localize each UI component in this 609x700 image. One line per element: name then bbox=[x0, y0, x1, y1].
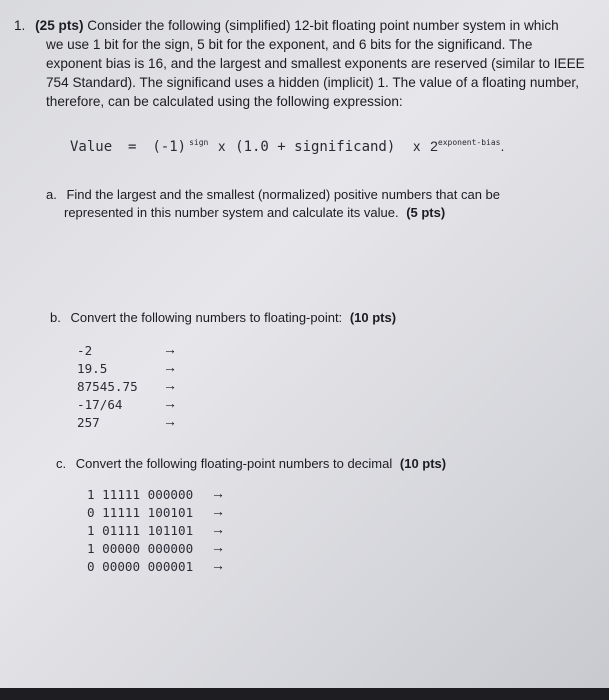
part-b-arrow-icon: → bbox=[163, 413, 177, 429]
part-a-letter: a. bbox=[46, 187, 57, 202]
part-c-item-4: 1 00000 000000 bbox=[87, 541, 194, 556]
part-b-item-2: 19.5 bbox=[77, 361, 108, 376]
part-b-arrow-icon: → bbox=[163, 341, 177, 357]
part-c-arrow-icon: → bbox=[211, 521, 225, 537]
part-a-points: (5 pts) bbox=[406, 205, 446, 220]
formula-value-label: Value bbox=[70, 139, 113, 155]
question-line-3: exponent bias is 16, and the largest and smallest exponents are reserved (similar to IEEE bbox=[46, 56, 585, 71]
screen-bottom-edge bbox=[0, 688, 609, 700]
part-b-heading bbox=[50, 309, 396, 327]
part-b-item-5: 257 bbox=[77, 415, 100, 430]
question-number: 1. bbox=[14, 18, 26, 33]
part-c-letter: c. bbox=[56, 456, 67, 471]
part-b-points: (10 pts) bbox=[349, 310, 397, 325]
formula-times-1: x bbox=[218, 138, 226, 154]
part-b-text: Convert the following numbers to floating-point: bbox=[70, 310, 343, 325]
question-line-5: therefore, can be calculated using the following expression: bbox=[46, 94, 403, 109]
part-c-points: (10 pts) bbox=[399, 456, 447, 471]
question-text-1: Consider the following (simplified) 12-bit floating point number system in which bbox=[83, 18, 559, 33]
value-formula bbox=[70, 138, 504, 155]
question-line-4: 754 Standard). The significand uses a hidden (implicit) 1. The value of a floating number, bbox=[46, 75, 579, 90]
question-points: (25 pts) bbox=[35, 18, 84, 33]
formula-significand: (1.0 + significand) bbox=[235, 139, 396, 155]
part-c-arrow-icon: → bbox=[211, 503, 225, 519]
part-c-arrow-icon: → bbox=[211, 539, 225, 555]
part-b-item-3: 87545.75 bbox=[77, 379, 138, 394]
formula-sign-base: (-1) bbox=[152, 139, 187, 155]
part-a-text-1: Find the largest and the smallest (normalized) positive numbers that can be bbox=[66, 187, 501, 202]
formula-equals: = bbox=[128, 139, 137, 155]
formula-sign-exponent: sign bbox=[189, 138, 209, 147]
part-c-item-1: 1 11111 000000 bbox=[87, 487, 194, 502]
part-a-text-2: represented in this number system and calculate its value. bbox=[64, 205, 399, 220]
part-b-item-4: -17/64 bbox=[77, 397, 123, 412]
part-a-line-1 bbox=[46, 186, 500, 204]
part-b-arrow-icon: → bbox=[163, 377, 177, 393]
formula-times-2: x bbox=[413, 138, 421, 154]
part-b-item-1: -2 bbox=[77, 343, 93, 358]
part-c-arrow-icon: → bbox=[211, 557, 225, 573]
part-b-letter: b. bbox=[50, 310, 61, 325]
question-line-2: we use 1 bit for the sign, 5 bit for the exponent, and 6 bits for the significand. The bbox=[46, 37, 533, 52]
part-c-arrow-icon: → bbox=[211, 485, 225, 501]
part-c-text: Convert the following floating-point numbers to decimal bbox=[75, 456, 393, 471]
part-c-item-2: 0 11111 100101 bbox=[87, 505, 194, 520]
part-b-arrow-icon: → bbox=[163, 395, 177, 411]
formula-period: . bbox=[500, 138, 505, 154]
question-line-1 bbox=[14, 16, 559, 35]
formula-base: 2 bbox=[430, 138, 438, 154]
part-a-line-2 bbox=[64, 204, 445, 222]
part-c-item-3: 1 01111 101101 bbox=[87, 523, 194, 538]
part-b-arrow-icon: → bbox=[163, 359, 177, 375]
formula-exponent: exponent-bias bbox=[437, 138, 501, 147]
part-c-heading bbox=[56, 455, 446, 473]
part-c-item-5: 0 00000 000001 bbox=[87, 559, 194, 574]
